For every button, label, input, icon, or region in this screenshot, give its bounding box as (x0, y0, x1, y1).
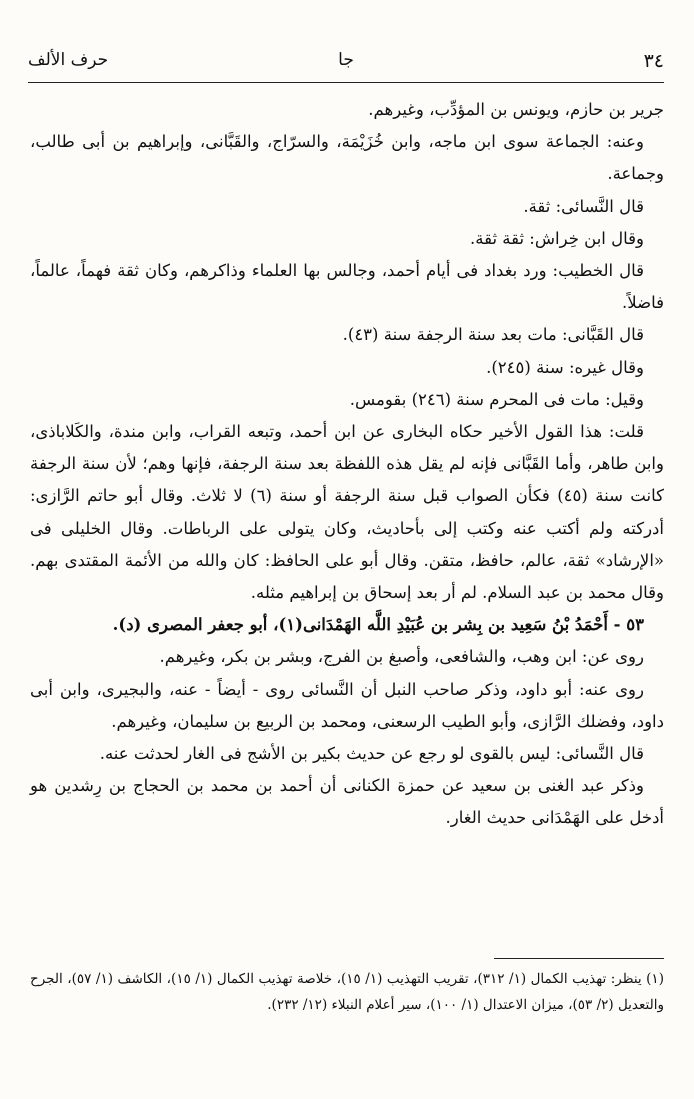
paragraph: وقيل: مات فى المحرم سنة (٢٤٦) بقومس. (349, 389, 644, 409)
header-rule (28, 82, 664, 83)
paragraph: وقال ابن خِراش: ثقة ثقة. (470, 228, 644, 248)
paragraph: وذكر عبد الغنى بن سعيد عن حمزة الكنانى أن أحمد بن محمد بن الحجاج بن رِشدين هو أدخل على الهَمْدَانى حديث الغار. (30, 776, 664, 828)
section-title: حرف الألف (28, 50, 109, 70)
main-text (30, 94, 664, 835)
paragraph: وعنه: الجماعة سوى ابن ماجه، وابن خُزَيْمَة، والسرّاج، والقَبَّانى، وإبراهيم بن أبى طالب، وجماعة. (30, 132, 664, 184)
paragraph: روى عن: ابن وهب، والشافعى، وأصبغ بن الفرج، وبشر بن بكر، وغيرهم. (159, 647, 644, 667)
paragraph: قلت: هذا القول الأخير حكاه البخارى عن ابن أحمد، وتبعه القراب، وابن مندة، والكَلاباذى، وابن طاهر، وأما القَبَّانى فإنه لم يقل هذه اللفظة بعد سنة الرجفة، فإنها وهم؛ لأن سنة الرجفة كانت سنة (٤٥) فكأن الصواب قبل سنة الرجفة أو سنة (٦) لا ثلاث. وقال أبو حاتم الرَّازى: أدركته ولم أكتب عنه وكتب إلى بأحاديث، وكان يتولى على الرباطات. وقال الخليلى فى «الإرشاد» ثقة، عالم، حافظ، متقن. وقال أبو على الحافظ: كان والله من الأئمة المقتدى بهم. وقال محمد بن عبد السلام. لم أر بعد إسحاق بن إبراهيم مثله. (30, 422, 664, 603)
page-header (28, 46, 664, 80)
paragraph: جرير بن حازم، ويونس بن المؤدِّب، وغيرهم. (368, 100, 664, 119)
page-number: ٣٤ (643, 50, 664, 72)
footnote-text: (١) ينظر: تهذيب الكمال (١/ ٣١٢)، تقريب التهذيب (١/ ١٥)، خلاصة تهذيب الكمال (١/ ١٥)، الكاشف (١/ ٥٧)، الجرح والتعديل (٢/ ٥٣)، ميزان الاعتدال (١/ ١٠٠)، سير أعلام النبلاء (١٢/ ٢٣٢). (30, 971, 664, 1013)
paragraph: قال الخطيب: ورد بغداد فى أيام أحمد، وجالس بها العلماء وذاكرهم، وكان ثقة فهماً، عالماً، فاضلاً. (30, 261, 664, 313)
footnote-rule (494, 958, 664, 959)
paragraph: قال النَّسائى: ليس بالقوى لو رجع عن حديث بكير بن الأشج فى الغار لحدثت عنه. (99, 744, 644, 764)
paragraph: وقال غيره: سنة (٢٤٥). (486, 357, 644, 377)
volume-label: جا (338, 50, 354, 70)
paragraph: قال القَبَّانى: مات بعد سنة الرجفة سنة (٤٣). (342, 325, 644, 345)
entry-heading: ٥٣ - أَحْمَدُ بْنُ سَعِيد بن بِشر بن عُبَيْدِ اللَّه الهَمْدَانى(١)، أبو جعفر المصرى (د). (112, 615, 644, 635)
footnote (30, 966, 664, 1018)
paragraph: روى عنه: أبو داود، وذكر صاحب النبل أن النَّسائى روى - أيضاً - عنه، والبجيرى، وابن أبى داود، وفضلك الرَّازى، وأبو الطيب الرسعنى، ومحمد بن الربيع بن سليمان، وغيرهم. (30, 679, 664, 731)
paragraph: قال النَّسائى: ثقة. (523, 196, 644, 216)
